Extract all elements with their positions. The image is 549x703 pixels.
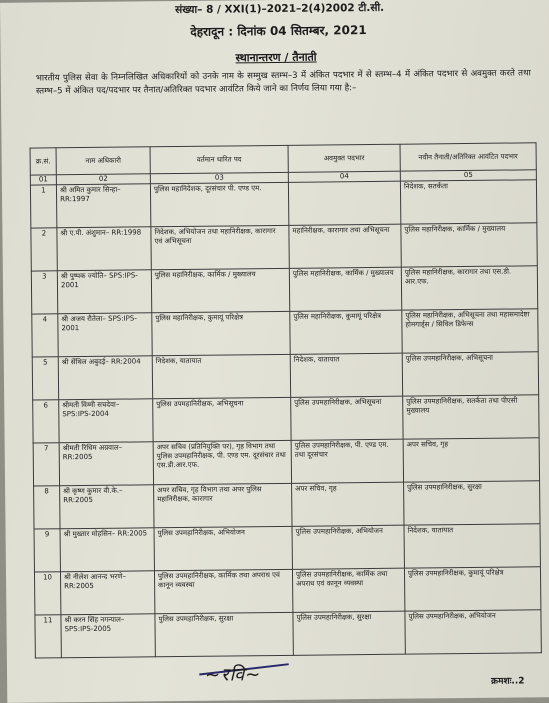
cell-current-post: निदेशक, अभियोजन तथा महानिरीक्षक, कारागार एवं अभिसूचना xyxy=(151,225,289,269)
page-continuation: क्रमशः..2 xyxy=(491,676,525,687)
cell-relieved-charge: पुलिस उपमहानिरीक्षक, पी. एण्ड एम. तथा दूरसंचार xyxy=(291,439,403,483)
cell-officer-name: श्री पुष्पक ज्योति– SPS:IPS-2001 xyxy=(57,270,151,314)
col-number: 01 xyxy=(30,175,56,185)
cell-serial: 8 xyxy=(34,486,60,529)
cell-relieved-charge: पुलिस महानिरीक्षक, कार्मिक / मुख्यालय xyxy=(289,267,401,311)
cell-current-post: पुलिस उपमहानिरीक्षक, सुरक्षा xyxy=(155,612,293,656)
cell-serial: 10 xyxy=(34,572,60,615)
table-row xyxy=(34,567,540,615)
cell-new-posting: पुलिस उपमहानिरीक्षक, सुरक्षा xyxy=(404,481,540,525)
cell-serial: 5 xyxy=(32,357,58,400)
cell-new-posting: अपर सचिव, गृह xyxy=(403,438,539,482)
cell-current-post: पुलिस महानिदेशक, दूरसंचार पी. एण्ड एम. xyxy=(150,182,288,226)
col-header-current-post: वर्तमान धारित पद xyxy=(150,145,288,173)
cell-serial: 9 xyxy=(34,529,60,572)
cell-new-posting: निदेशक, सतर्कता xyxy=(400,180,536,224)
cell-current-post: पुलिस महानिरीक्षक, कार्मिक / मुख्यालय xyxy=(151,268,289,312)
order-number: संख्या– 8 / XXI(1)–2021–2(4)2002 टी.सी. xyxy=(175,1,385,17)
transfer-table xyxy=(30,142,542,658)
cell-current-post: पुलिस महानिरीक्षक, कुमायूं परिक्षेत्र xyxy=(152,311,290,355)
cell-officer-name: श्रीमती रिधिम अग्रवाल– RR:2005 xyxy=(59,442,153,486)
cell-officer-name: श्री कृष्ण कुमार वी.के.– RR:2005 xyxy=(60,485,154,529)
cell-relieved-charge: पुलिस उपमहानिरीक्षक, अभिसूचना xyxy=(291,396,403,440)
cell-relieved-charge xyxy=(288,181,400,225)
col-header-serial: क्र.सं. xyxy=(30,148,56,175)
col-number: 03 xyxy=(150,172,288,183)
cell-officer-name: श्री मुख्तार मोहसिन– RR:2005 xyxy=(60,528,154,572)
cell-serial: 6 xyxy=(33,400,59,443)
col-number: 02 xyxy=(56,174,150,185)
cell-current-post: पुलिस उपमहानिरीक्षक, अभिसूचना xyxy=(153,397,291,441)
cell-officer-name: श्री सेंथिल अबुदई– RR:2004 xyxy=(58,356,152,400)
cell-serial: 2 xyxy=(31,228,57,271)
cell-relieved-charge: पुलिस उपमहानिरीक्षक, अभियोजन xyxy=(292,525,404,569)
col-number: 04 xyxy=(288,171,400,182)
table-row xyxy=(32,352,538,400)
cell-officer-name: श्री नीलेश आनन्द भरणे– RR:2005 xyxy=(60,571,154,615)
subject-heading: स्थानान्तरण / तैनाती xyxy=(235,50,317,65)
cell-new-posting: पुलिस महानिरीक्षक, कारागार तथा एस.डी. आर.एफ. xyxy=(401,266,537,310)
cell-new-posting: निदेशक, यातायात xyxy=(404,524,540,568)
cell-relieved-charge: अपर सचिव, गृह xyxy=(292,482,404,526)
cell-relieved-charge: निदेशक, यातायात xyxy=(290,353,402,397)
cell-officer-name: श्रीमती विम्मी सचदेवा– SPS:IPS-2004 xyxy=(59,399,153,443)
cell-serial: 4 xyxy=(32,314,58,357)
table-row xyxy=(31,223,537,271)
cell-current-post: पुलिस उपमहानिरीक्षक, कार्मिक तथा अपराध एवं कानून व्यवस्था xyxy=(154,569,292,613)
cell-officer-name: श्री अजय रौतेला– SPS:IPS-2001 xyxy=(58,313,152,357)
cell-serial: 1 xyxy=(30,185,56,228)
cell-serial: 3 xyxy=(31,271,57,314)
col-header-relieved: अवमुक्त पदभार xyxy=(288,144,400,172)
order-date: देहरादून : दिनांक 04 सितम्बर, 2021 xyxy=(190,23,367,39)
table-row xyxy=(35,610,541,658)
cell-new-posting: पुलिस उपमहानिरीक्षक, सतर्कता तथा पीएसी मुख्यालय xyxy=(403,395,539,439)
table-row xyxy=(34,481,540,529)
cell-current-post: पुलिस उपमहानिरीक्षक, अभियोजन xyxy=(154,526,292,570)
cell-serial: 11 xyxy=(35,615,61,658)
col-header-new-posting: नवीन तैनाती/अतिरिक्त आवंटित पदभार xyxy=(400,143,536,171)
cell-officer-name: श्री करन सिंह नगन्याल– SPS:IPS-2005 xyxy=(61,614,155,658)
table-row xyxy=(33,395,539,443)
cell-new-posting: पुलिस उपमहानिरीक्षक, अभिसूचना xyxy=(402,352,538,396)
col-number: 05 xyxy=(400,170,536,181)
cell-current-post: निदेशक, यातायात xyxy=(152,354,290,398)
cell-relieved-charge: पुलिस उपमहानिरीक्षक, कार्मिक तथा अपराध एवं कानून व्यवस्था xyxy=(292,568,404,612)
cell-officer-name: श्री ए.पी. अंशुमान– RR:1998 xyxy=(57,227,151,271)
cell-new-posting: पुलिस महानिरीक्षक, अभिसूचना तथा महासमादेष्टा होमगार्ड्स / सिविल डिफेन्स xyxy=(402,309,538,353)
table-row xyxy=(33,438,539,486)
cell-current-post: अपर सचिव, गृह विभाग तथा अपर पुलिस महानिरीक्षक, कारागार xyxy=(154,483,292,527)
table-row xyxy=(31,266,537,314)
signature: ~रवि~ xyxy=(204,664,262,686)
order-paragraph: भारतीय पुलिस सेवा के निम्नलिखित अधिकारियों को उनके नाम के सम्मुख स्तम्भ–3 में अंकित पदभार में से स्तम्भ–4 में अंकित पदभार से अवमुक्त करते तथा स्तम्भ–5 में अंकित पद/पदभार पर तैनात/अतिरिक्त पदभार आवंटित किये जाने का निर्णय लिया गया है:– xyxy=(35,68,531,97)
col-header-name: नाम अधिकारी xyxy=(56,147,150,175)
cell-serial: 7 xyxy=(33,443,59,486)
cell-relieved-charge: महानिरीक्षक, कारागार तथा अभिसूचना xyxy=(289,224,401,268)
table-row xyxy=(34,524,540,572)
table-row xyxy=(32,309,538,357)
cell-relieved-charge: पुलिस उपमहानिरीक्षक, सुरक्षा xyxy=(293,611,405,655)
cell-relieved-charge: पुलिस महानिरीक्षक, कुमायूं परिक्षेत्र xyxy=(290,310,402,354)
cell-current-post: अपर सचिव (प्रतिनियुक्ति पर), गृह विभाग तथा पुलिस उपमहानिरीक्षक, पी. एण्ड एम. दूरसंचार तथा एस.डी.आर.एफ. xyxy=(153,440,291,484)
cell-new-posting: पुलिस उपमहानिरीक्षक, अभियोजन xyxy=(405,610,541,654)
cell-new-posting: पुलिस महानिरीक्षक, कार्मिक / मुख्यालय xyxy=(401,223,537,267)
table-row xyxy=(30,180,536,228)
cell-officer-name: श्री अमित कुमार सिन्हा– RR:1997 xyxy=(56,184,150,228)
cell-new-posting: पुलिस उपमहानिरीक्षक, कुमायूं परिक्षेत्र xyxy=(404,567,540,611)
